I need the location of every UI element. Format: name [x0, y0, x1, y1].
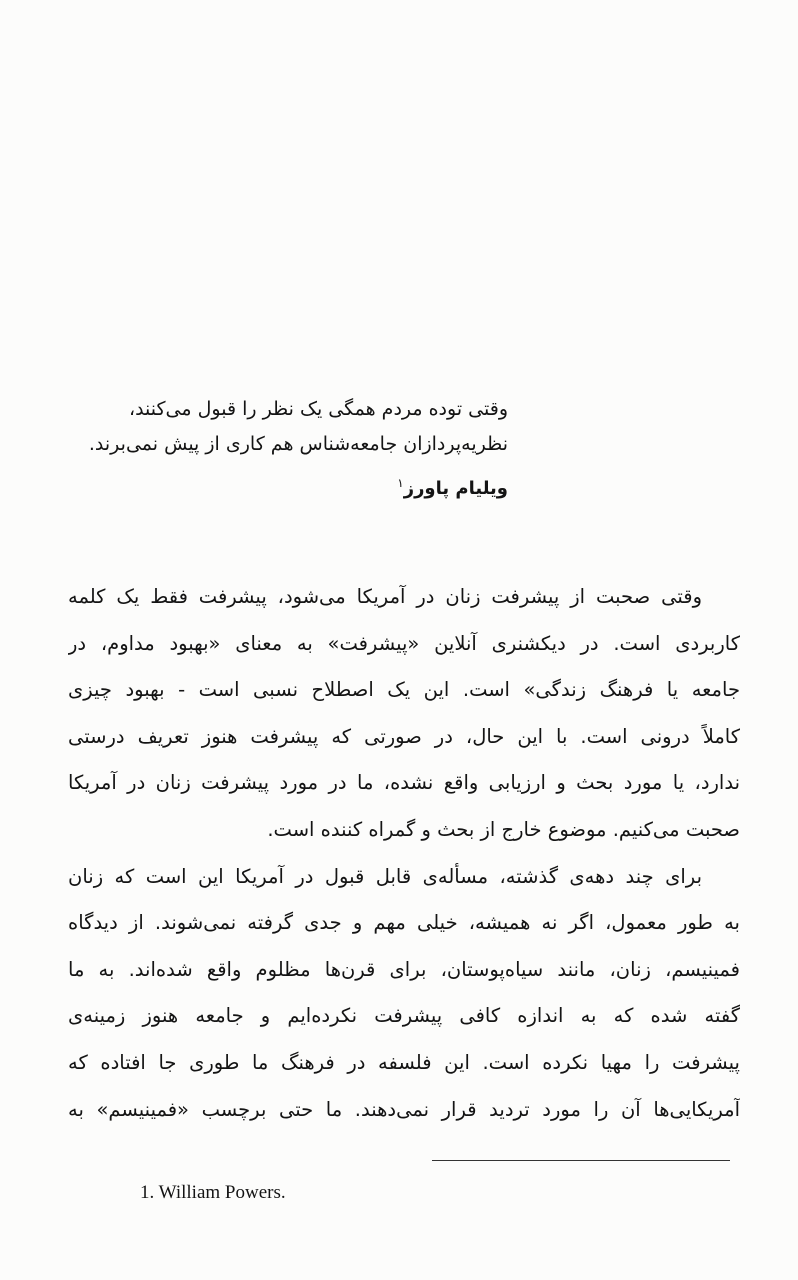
text-line: ندارد، یا مورد بحث و ارزیابی واقع نشده، ما در مورد پیشرفت زنان در آمریکا [68, 771, 740, 795]
epigraph-author-name: ویلیام پاورز [403, 478, 508, 499]
paragraph-1 [68, 574, 740, 854]
epigraph [88, 392, 508, 508]
text-line: به طور معمول، اگر نه همیشه، خیلی مهم و جدی گرفته نمی‌شوند. از دیدگاه [68, 911, 740, 935]
body-text [68, 574, 740, 1133]
footnote: 1. William Powers. [140, 1182, 286, 1203]
epigraph-line: نظریه‌پردازان جامعه‌شناس هم کاری از پیش نمی‌برند. [88, 433, 508, 455]
text-line: جامعه یا فرهنگ زندگی» است. این یک اصطلاح نسبی است - بهبود چیزی [68, 678, 740, 702]
text-line: کاملاً درونی است. با این حال، در صورتی که پیشرفت هنوز تعریف درستی [68, 724, 740, 748]
epigraph-line: وقتی توده مردم همگی یک نظر را قبول می‌کنند، [128, 398, 508, 420]
epigraph-author [108, 464, 508, 508]
text-line: صحبت می‌کنیم. موضوع خارج از بحث و گمراه کننده است. [267, 817, 740, 841]
footnote-marker: ۱ [397, 476, 404, 490]
text-line: گفته شده که به اندازه کافی پیشرفت نکرده‌ایم و جامعه هنوز زمینه‌ی [68, 1004, 740, 1028]
text-line: فمینیسم، زنان، مانند سیاه‌پوستان، برای قرن‌ها مظلوم واقع شده‌اند. به ما [68, 957, 740, 981]
footnote-separator [432, 1160, 730, 1161]
text-line: برای چند دهه‌ی گذشته، مسأله‌ی قابل قبول در آمریکا این است که زنان [68, 864, 702, 888]
text-line: آمریکایی‌ها آن را مورد تردید قرار نمی‌دهند. ما حتی برچسب «فمینیسم» به [68, 1097, 740, 1121]
paragraph-2 [68, 854, 740, 1134]
text-line: پیشرفت را مهیا نکرده است. این فلسفه در فرهنگ ما طوری جا افتاده که [68, 1050, 740, 1074]
text-line: وقتی صحبت از پیشرفت زنان در آمریکا می‌شود، پیشرفت فقط یک کلمه [68, 585, 702, 608]
text-line: کاربردی است. در دیکشنری آنلاین «پیشرفت» به معنای «بهبود مداوم، در [68, 631, 740, 655]
